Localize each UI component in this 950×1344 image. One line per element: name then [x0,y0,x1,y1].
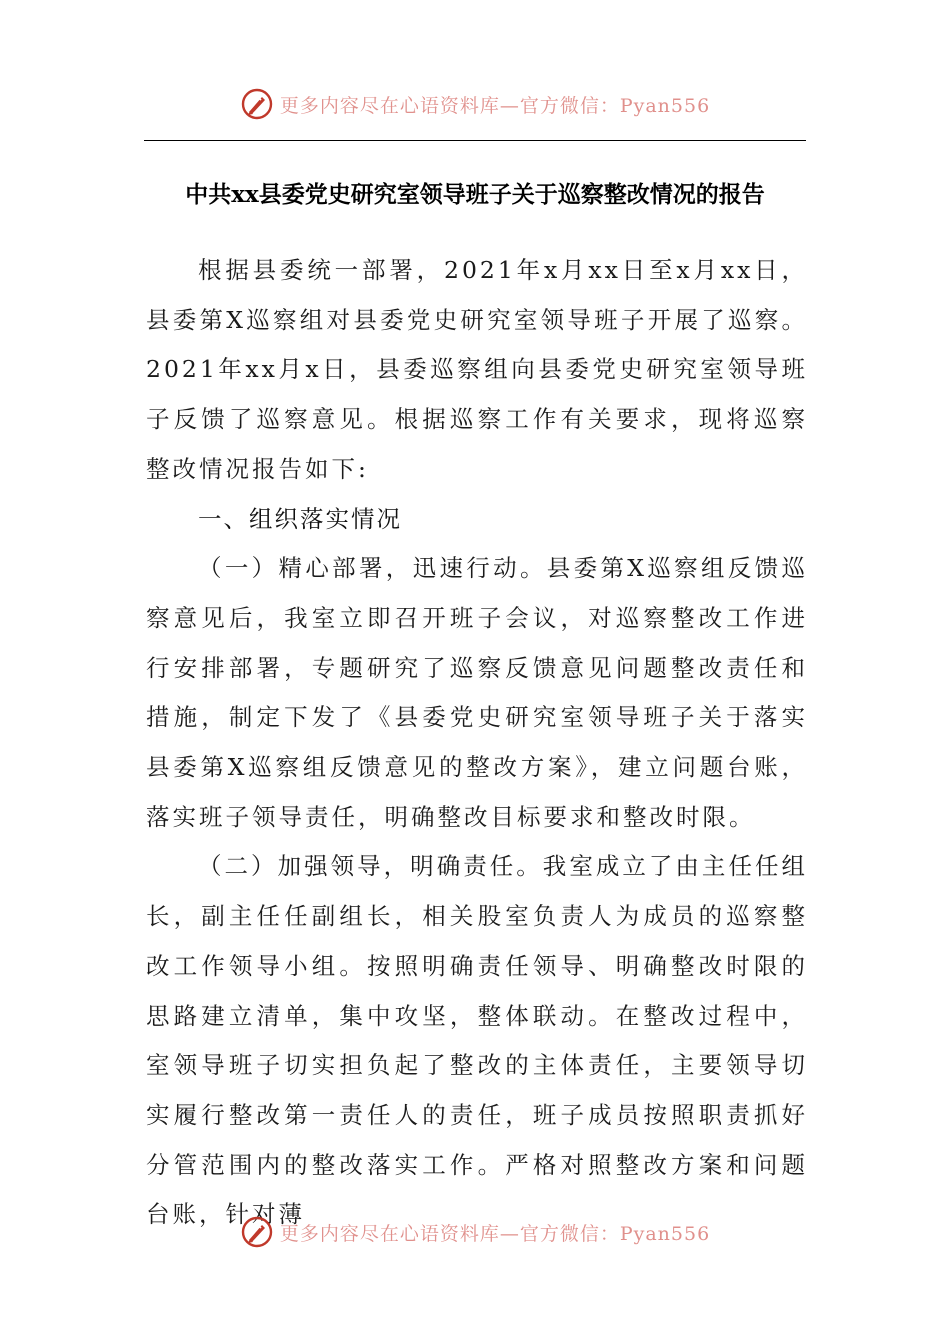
pen-logo-icon [240,87,274,121]
header-banner [0,84,950,124]
document-title: 中共xx县委党史研究室领导班子关于巡察整改情况的报告 [185,181,765,208]
pen-logo-icon [240,1215,274,1249]
section-heading: 一、组织落实情况 [198,504,402,533]
intro-paragraph: 根据县委统一部署，2021年x月xx日至x月xx日，县委第X巡察组对县委党史研究室领导班子开展了巡察。2021年xx月x日，县委巡察组向县委党史研究室领导班子反馈了巡察意见。根据巡察工作有关要求，现将巡察整改情况报告如下: [146,256,808,483]
footer-banner [0,1212,950,1252]
footer-banner-text: 更多内容尽在心语资料库—官方微信：Pyan556 [279,1222,711,1245]
header-banner-text: 更多内容尽在心语资料库—官方微信：Pyan556 [279,94,711,117]
document-body [146,246,808,1240]
paragraph-1: （一）精心部署，迅速行动。县委第X巡察组反馈巡察意见后，我室立即召开班子会议，对巡察整改工作进行安排部署，专题研究了巡察反馈意见问题整改责任和措施，制定下发了《县委党史研究室领导班子关于落实县委第X巡察组反馈意见的整改方案》，建立问题台账，落实班子领导责任，明确整改目标要求和整改时限。 [146,554,808,831]
header-divider [144,140,806,141]
paragraph-2: （二）加强领导，明确责任。我室成立了由主任任组长，副主任任副组长，相关股室负责人为成员的巡察整改工作领导小组。按照明确责任领导、明确整改时限的思路建立清单，集中攻坚，整体联动。在整改过程中，室领导班子切实担负起了整改的主体责任，主要领导切实履行整改第一责任人的责任，班子成员按照职责抓好分管范围内的整改落实工作。严格对照整改方案和问题台账，针对薄 [146,852,808,1229]
